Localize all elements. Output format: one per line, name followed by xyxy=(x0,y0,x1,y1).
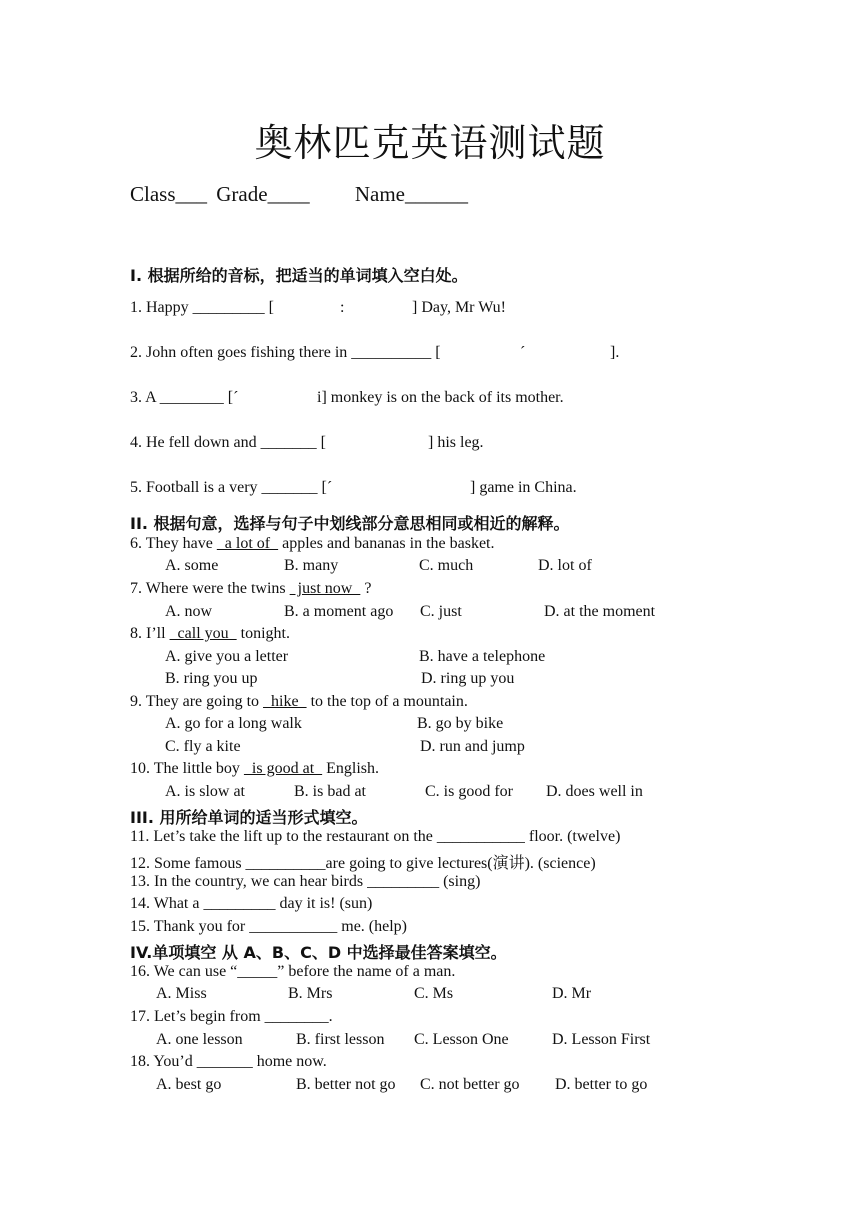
student-info-line xyxy=(130,182,468,207)
option: C. just xyxy=(420,603,462,620)
section-heading: III. 用所给单词的适当形式填空。 xyxy=(130,808,368,827)
option: B. better not go xyxy=(296,1076,396,1093)
option: A. one lesson xyxy=(156,1031,243,1048)
option: C. Lesson One xyxy=(414,1031,509,1048)
option: D. lot of xyxy=(538,557,592,574)
underlined-phrase: a lot of xyxy=(216,535,279,552)
grade-field: Grade____ xyxy=(216,182,310,206)
question-line: 11. Let’s take the lift up to the restaurant on the ___________ floor. (twelve) xyxy=(130,828,621,845)
question-line: 1. Happy _________ [ : ] Day, Mr Wu! xyxy=(130,299,506,316)
underlined-phrase: call you xyxy=(169,625,237,642)
option: C. not better go xyxy=(420,1076,520,1093)
option: A. best go xyxy=(156,1076,222,1093)
option: A. go for a long walk xyxy=(165,715,302,732)
question-line: 12. Some famous __________are going to give lectures(演讲). (science) xyxy=(130,855,596,872)
option: D. Lesson First xyxy=(552,1031,651,1048)
question-line: 15. Thank you for ___________ me. (help) xyxy=(130,918,407,935)
question-line: 8. I’ll call you tonight. xyxy=(130,625,290,642)
question-line: 4. He fell down and _______ [ ] his leg. xyxy=(130,434,484,451)
name-field: Name______ xyxy=(354,182,468,206)
question-line: 6. They have a lot of apples and bananas in the basket. xyxy=(130,535,495,552)
option: B. go by bike xyxy=(417,715,504,732)
option: A. now xyxy=(165,603,213,620)
option: A. Miss xyxy=(156,985,207,1002)
question-line: 13. In the country, we can hear birds _________ (sing) xyxy=(130,873,481,890)
option: D. does well in xyxy=(546,783,643,800)
page-title: 奥林匹克英语测试题 xyxy=(254,123,606,165)
option: B. a moment ago xyxy=(284,603,394,620)
section-heading: II. 根据句意，选择与句子中划线部分意思相同或相近的解释。 xyxy=(130,514,570,533)
option: B. many xyxy=(284,557,339,574)
option: C. fly a kite xyxy=(165,738,241,755)
question-line: 14. What a _________ day it is! (sun) xyxy=(130,895,373,912)
option: B. first lesson xyxy=(296,1031,385,1048)
underlined-phrase: just now xyxy=(289,580,361,597)
question-line: 17. Let’s begin from ________. xyxy=(130,1008,333,1025)
section-heading: IV.单项填空 从 A、B、C、D 中选择最佳答案填空。 xyxy=(130,943,507,962)
option: D. at the moment xyxy=(544,603,656,620)
option: B. ring you up xyxy=(165,670,258,687)
question-line: 9. They are going to hike to the top of a mountain. xyxy=(130,693,468,710)
question-line: 2. John often goes fishing there in __________ [ ˊ ]. xyxy=(130,344,620,361)
underlined-phrase: hike xyxy=(263,693,307,710)
option: D. run and jump xyxy=(420,738,525,755)
section-heading: I. 根据所给的音标，把适当的单词填入空白处。 xyxy=(130,266,468,285)
question-line: 5. Football is a very _______ [ˊ ] game in China. xyxy=(130,479,577,496)
question-line: 10. The little boy is good at English. xyxy=(130,760,380,777)
class-field: Class___ xyxy=(130,182,208,206)
option: D. Mr xyxy=(552,985,592,1002)
question-line: 18. You’d _______ home now. xyxy=(130,1053,327,1070)
option: D. ring up you xyxy=(421,670,515,687)
option: D. better to go xyxy=(555,1076,648,1093)
option: A. some xyxy=(165,557,219,574)
option: A. is slow at xyxy=(165,783,245,800)
underlined-phrase: is good at xyxy=(243,760,323,777)
option: C. is good for xyxy=(425,783,513,800)
question-line: 7. Where were the twins just now ? xyxy=(130,580,372,597)
option: C. much xyxy=(419,557,474,574)
question-line: 3. A ________ [ˊ i] monkey is on the back of its mother. xyxy=(130,389,564,406)
option: A. give you a letter xyxy=(165,648,289,665)
option: C. Ms xyxy=(414,985,454,1002)
option: B. have a telephone xyxy=(419,648,546,665)
question-line: 16. We can use “_____” before the name of a man. xyxy=(130,963,456,980)
option: B. Mrs xyxy=(288,985,333,1002)
option: B. is bad at xyxy=(294,783,366,800)
